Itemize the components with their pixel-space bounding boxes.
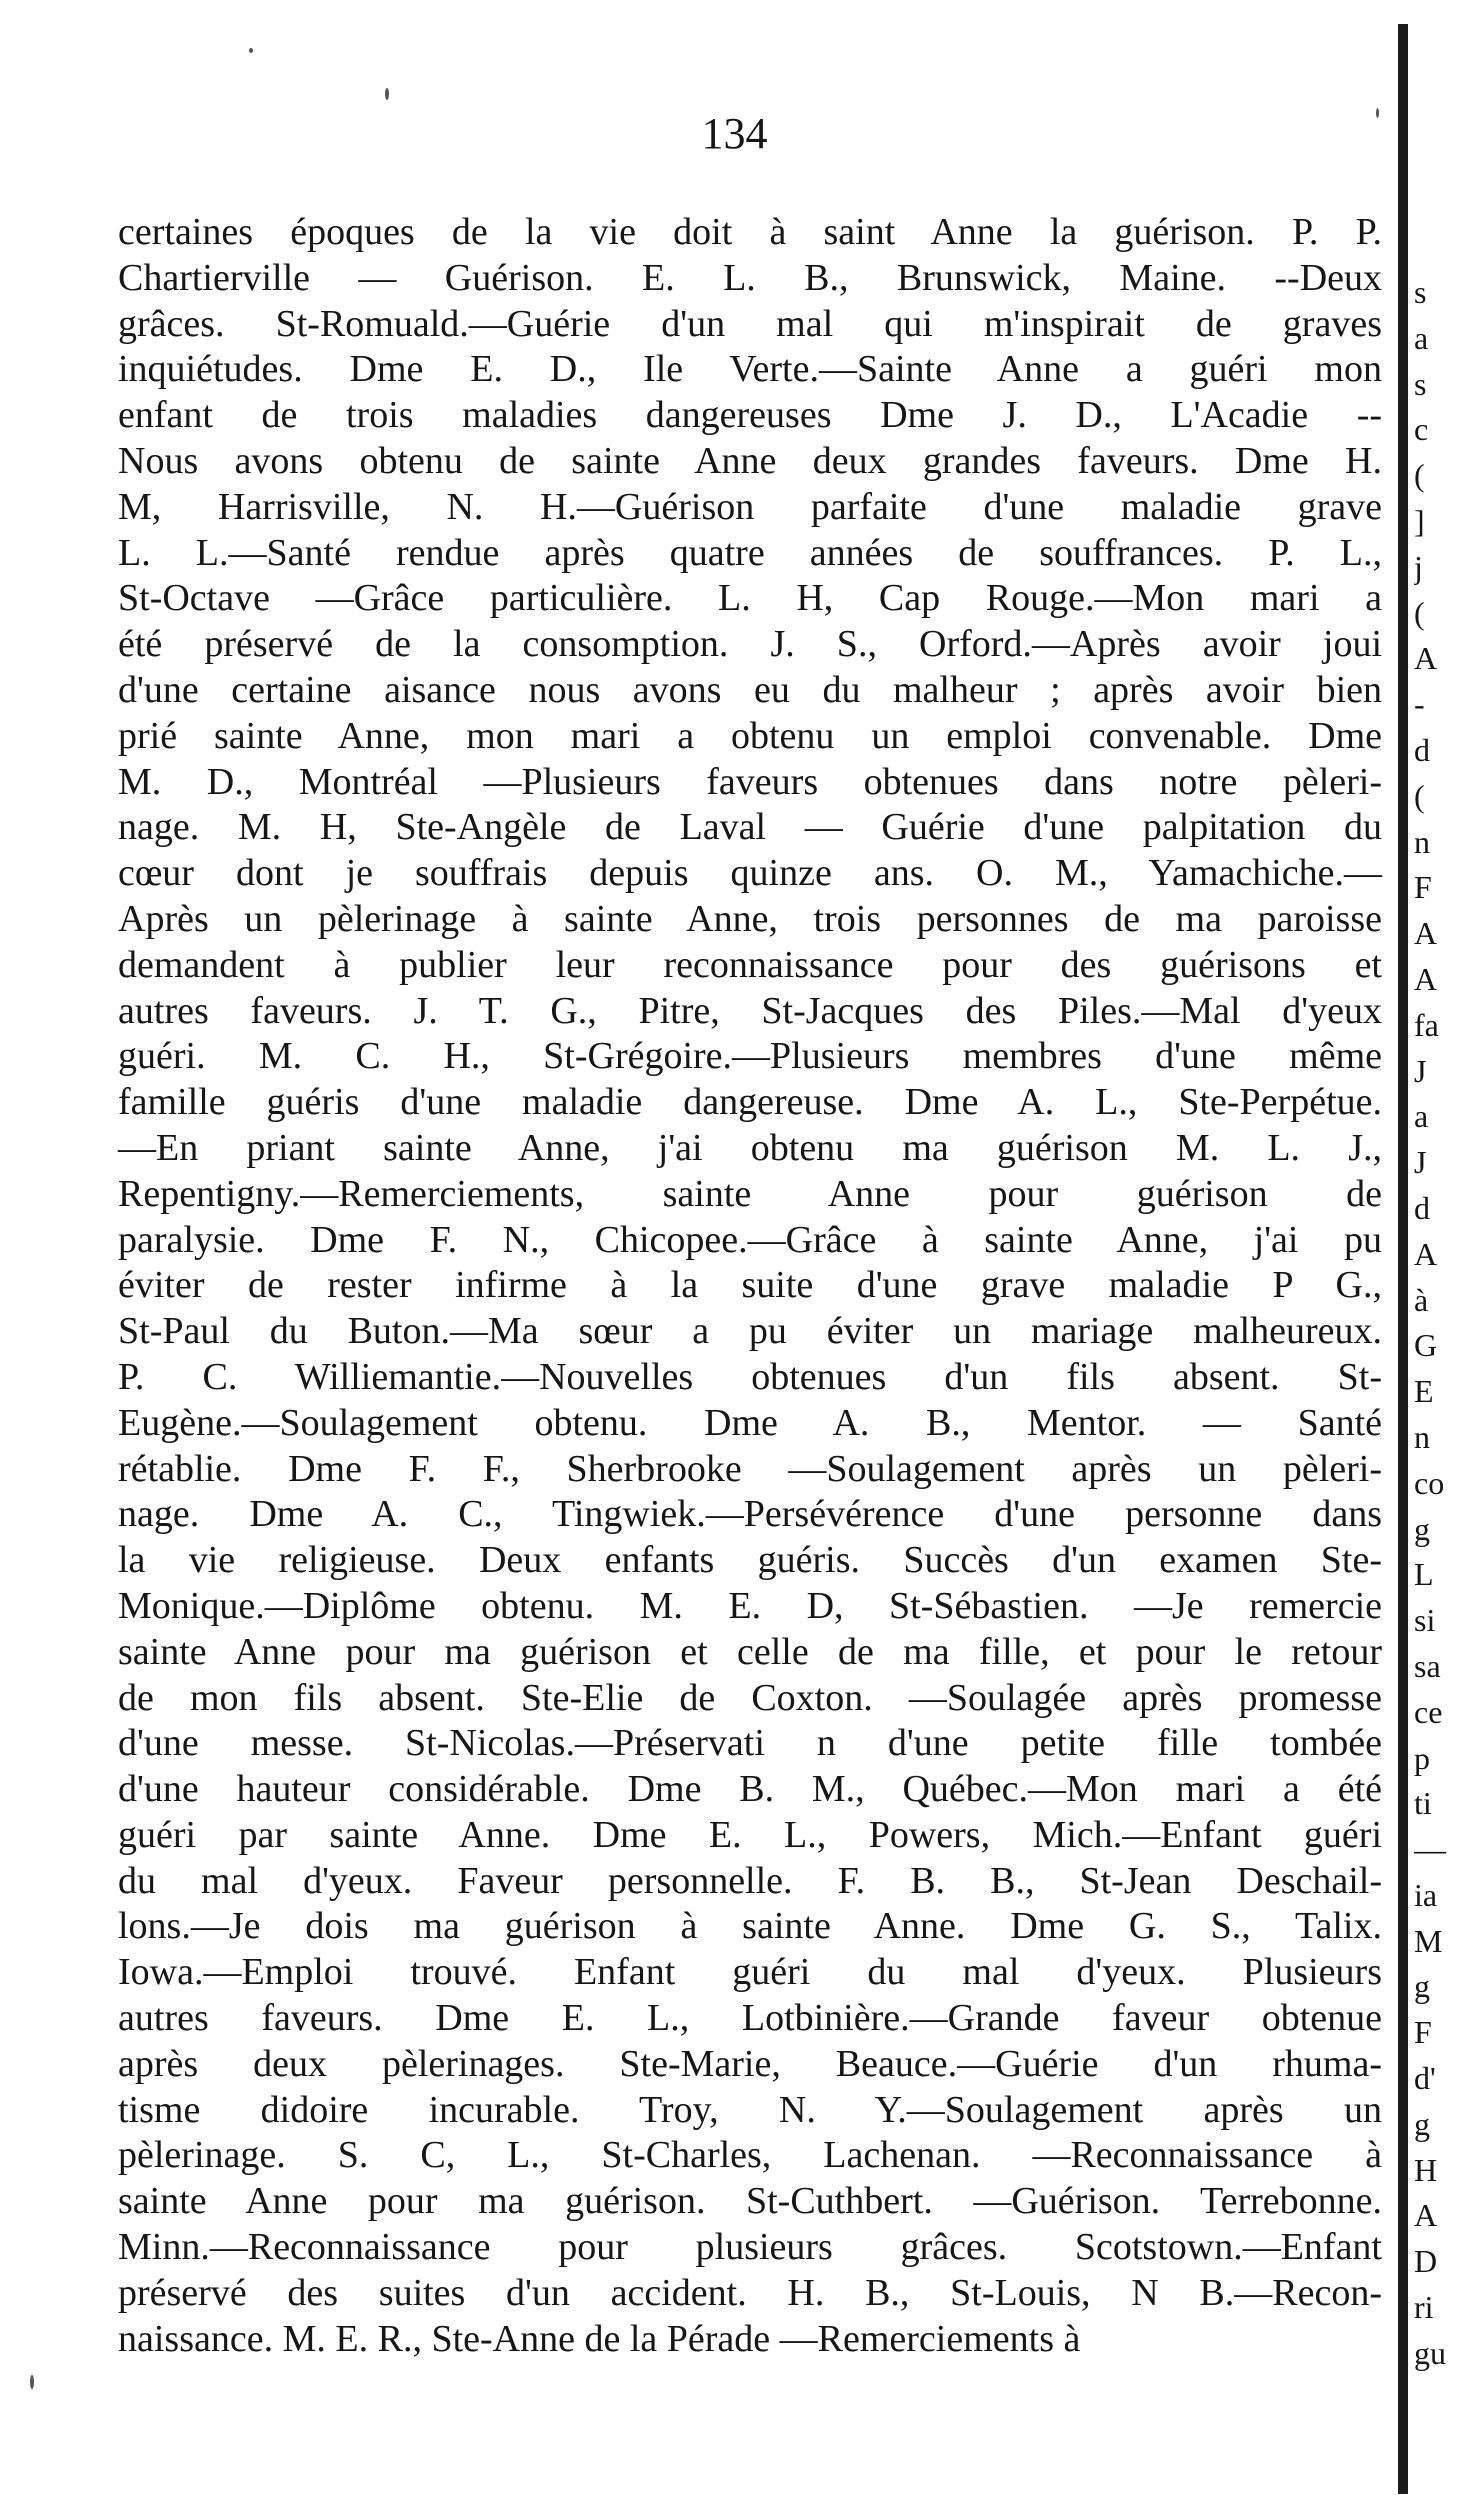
text-line: demandent à publier leur reconnaissance pour des guérisons et: [118, 943, 1382, 986]
facing-page-fragment: fa: [1414, 1006, 1439, 1043]
ink-speck: [1376, 108, 1379, 118]
facing-page-fragment: ia: [1414, 1876, 1438, 1913]
body-text: [118, 210, 1382, 2362]
text-line: Eugène.—Soulagement obtenu. Dme A. B., Mentor. — Santé: [118, 1401, 1382, 1444]
facing-page-fragment: d: [1414, 1189, 1430, 1226]
text-line: pèlerinage. S. C, L., St-Charles, Lachenan. —Reconnaissance à: [118, 2134, 1382, 2177]
facing-page-fragment: g: [1414, 1510, 1430, 1547]
text-line: d'une messe. St-Nicolas.—Préservati n d'une petite fille tombée: [118, 1722, 1382, 1765]
text-line: sainte Anne pour ma guérison et celle de ma fille, et pour le retour: [118, 1630, 1382, 1673]
facing-page-fragment: s: [1414, 365, 1427, 402]
facing-page-fragment: a: [1414, 1098, 1429, 1135]
text-line: —En priant sainte Anne, j'ai obtenu ma guérison M. L. J.,: [118, 1126, 1382, 1169]
facing-page-fragment: (: [1414, 457, 1425, 494]
facing-page-fragment: ti: [1414, 1785, 1432, 1822]
facing-page-fragment: g: [1414, 2105, 1430, 2142]
text-line: L. L.—Santé rendue après quatre années de souffrances. P. L.,: [118, 531, 1382, 574]
text-line: Nous avons obtenu de sainte Anne deux grandes faveurs. Dme H.: [118, 439, 1382, 482]
facing-page-fragment: D: [1414, 2243, 1438, 2280]
text-line: inquiétudes. Dme E. D., Ile Verte.—Sainte Anne a guéri mon: [118, 348, 1382, 391]
page-number: 134: [701, 109, 768, 158]
ink-speck: [30, 2375, 34, 2389]
text-line: autres faveurs. Dme E. L., Lotbinière.—Grande faveur obtenue: [118, 1997, 1382, 2040]
text-line: d'une certaine aisance nous avons eu du malheur ; après avoir bien: [118, 668, 1382, 711]
text-line: guéri. M. C. H., St-Grégoire.—Plusieurs membres d'une même: [118, 1035, 1382, 1078]
facing-page-fragment: -: [1414, 686, 1425, 723]
facing-page-fragment: gu: [1414, 2334, 1446, 2371]
facing-page-fragment: n: [1414, 1418, 1430, 1455]
facing-page-fragment: —: [1414, 1831, 1446, 1868]
text-line: grâces. St-Romuald.—Guérie d'un mal qui m'inspirait de graves: [118, 302, 1382, 345]
text-line: St-Octave —Grâce particulière. L. H, Cap Rouge.—Mon mari a: [118, 577, 1382, 620]
facing-page-edge: [1414, 270, 1469, 2377]
text-line: d'une hauteur considérable. Dme B. M., Québec.—Mon mari a été: [118, 1768, 1382, 1811]
text-line: Après un pèlerinage à sainte Anne, trois personnes de ma paroisse: [118, 897, 1382, 940]
text-line: lons.—Je dois ma guérison à sainte Anne. Dme G. S., Talix.: [118, 1905, 1382, 1948]
facing-page-fragment: (: [1414, 594, 1425, 631]
facing-page-fragment: co: [1414, 1464, 1445, 1501]
text-line: Chartierville — Guérison. E. L. B., Brunswick, Maine. --Deux: [118, 256, 1382, 299]
facing-page-fragment: F: [1414, 2014, 1432, 2051]
facing-page-fragment: E: [1414, 1373, 1434, 1410]
text-line: M. D., Montréal —Plusieurs faveurs obtenues dans notre pèleri-: [118, 760, 1382, 803]
facing-page-fragment: ce: [1414, 1693, 1443, 1730]
text-line: certaines époques de la vie doit à saint Anne la guérison. P. P.: [118, 211, 1382, 253]
text-line: Monique.—Diplôme obtenu. M. E. D, St-Sébastien. —Je remercie: [118, 1584, 1382, 1627]
facing-page-fragment: J: [1414, 1052, 1427, 1089]
text-line: naissance. M. E. R., Ste-Anne de la Pérade —Remerciements à: [118, 2317, 1081, 2360]
text-line: Iowa.—Emploi trouvé. Enfant guéri du mal d'yeux. Plusieurs: [118, 1951, 1382, 1994]
ink-speck: [249, 48, 253, 53]
text-line: éviter de rester infirme à la suite d'une grave maladie P G.,: [118, 1264, 1382, 1307]
facing-page-fragment: s: [1414, 274, 1427, 310]
text-line: nage. M. H, Ste-Angèle de Laval — Guérie d'une palpitation du: [118, 806, 1382, 849]
text-line: paralysie. Dme F. N., Chicopee.—Grâce à sainte Anne, j'ai pu: [118, 1218, 1382, 1261]
text-line: été préservé de la consomption. J. S., Orford.—Après avoir joui: [118, 623, 1382, 666]
facing-page-fragment: sa: [1414, 1647, 1441, 1684]
facing-page-fragment: G: [1414, 1327, 1438, 1364]
text-line: du mal d'yeux. Faveur personnelle. F. B. B., St-Jean Deschail-: [118, 1859, 1382, 1902]
facing-page-fragment: g: [1414, 1968, 1430, 2005]
text-line: cœur dont je souffrais depuis quinze ans. O. M., Yamachiche.—: [118, 852, 1382, 895]
facing-page-fragment: L: [1414, 1556, 1434, 1593]
facing-page-fragment: n: [1414, 823, 1430, 860]
facing-page-fragment: F: [1414, 869, 1432, 906]
text-line: famille guéris d'une maladie dangereuse. Dme A. L., Ste-Perpétue.: [118, 1081, 1382, 1124]
text-line: M, Harrisville, N. H.—Guérison parfaite d'une maladie grave: [118, 485, 1382, 528]
facing-page-fragment: A: [1414, 640, 1438, 677]
facing-page-fragment: ri: [1414, 2289, 1434, 2326]
text-line: Minn.—Reconnaissance pour plusieurs grâces. Scotstown.—Enfant: [118, 2226, 1382, 2269]
text-line: autres faveurs. J. T. G., Pitre, St-Jacques des Piles.—Mal d'yeux: [118, 989, 1382, 1032]
text-line: après deux pèlerinages. Ste-Marie, Beauce.—Guérie d'un rhuma-: [118, 2042, 1382, 2085]
text-line: nage. Dme A. C., Tingwiek.—Persévérence d'une personne dans: [118, 1493, 1382, 1536]
facing-page-fragment: à: [1414, 1281, 1429, 1318]
facing-page-fragment: si: [1414, 1602, 1436, 1639]
binding-edge: [1398, 24, 1408, 2494]
facing-page-fragment: c: [1414, 411, 1429, 448]
text-line: P. C. Williemantie.—Nouvelles obtenues d'un fils absent. St-: [118, 1355, 1382, 1398]
facing-page-fragment: H: [1414, 2151, 1438, 2188]
text-line: guéri par sainte Anne. Dme E. L., Powers, Mich.—Enfant guéri: [118, 1813, 1382, 1856]
text-line: la vie religieuse. Deux enfants guéris. Succès d'un examen Ste-: [118, 1539, 1382, 1582]
facing-page-fragment: A: [1414, 1235, 1438, 1272]
facing-page-fragment: d: [1414, 731, 1430, 768]
facing-page-fragment: j: [1414, 548, 1423, 585]
facing-page-fragment: M: [1414, 1922, 1443, 1959]
text-line: préservé des suites d'un accident. H. B., St-Louis, N B.—Recon-: [118, 2271, 1382, 2314]
text-line: St-Paul du Buton.—Ma sœur a pu éviter un mariage malheureux.: [118, 1310, 1382, 1353]
text-line: sainte Anne pour ma guérison. St-Cuthbert. —Guérison. Terrebonne.: [118, 2180, 1382, 2223]
facing-page-fragment: J: [1414, 1144, 1427, 1181]
facing-page-fragment: a: [1414, 319, 1429, 356]
facing-page-fragment: ]: [1414, 502, 1425, 539]
text-line: de mon fils absent. Ste-Elie de Coxton. —Soulagée après promesse: [118, 1676, 1382, 1719]
text-line: rétablie. Dme F. F., Sherbrooke —Soulagement après un pèleri-: [118, 1447, 1382, 1490]
facing-page-fragment: A: [1414, 915, 1438, 952]
ink-speck: [385, 88, 389, 100]
facing-page-fragment: (: [1414, 777, 1425, 814]
text-line: Repentigny.—Remerciements, sainte Anne pour guérison de: [118, 1172, 1382, 1215]
facing-page-fragment: A: [1414, 960, 1438, 997]
facing-page-fragment: d': [1414, 2060, 1436, 2097]
facing-page-fragment: A: [1414, 2197, 1438, 2234]
text-line: prié sainte Anne, mon mari a obtenu un emploi convenable. Dme: [118, 714, 1382, 757]
text-line: enfant de trois maladies dangereuses Dme J. D., L'Acadie --: [118, 394, 1382, 437]
text-line: tisme didoire incurable. Troy, N. Y.—Soulagement après un: [118, 2088, 1382, 2131]
facing-page-fragment: p: [1414, 1739, 1430, 1776]
